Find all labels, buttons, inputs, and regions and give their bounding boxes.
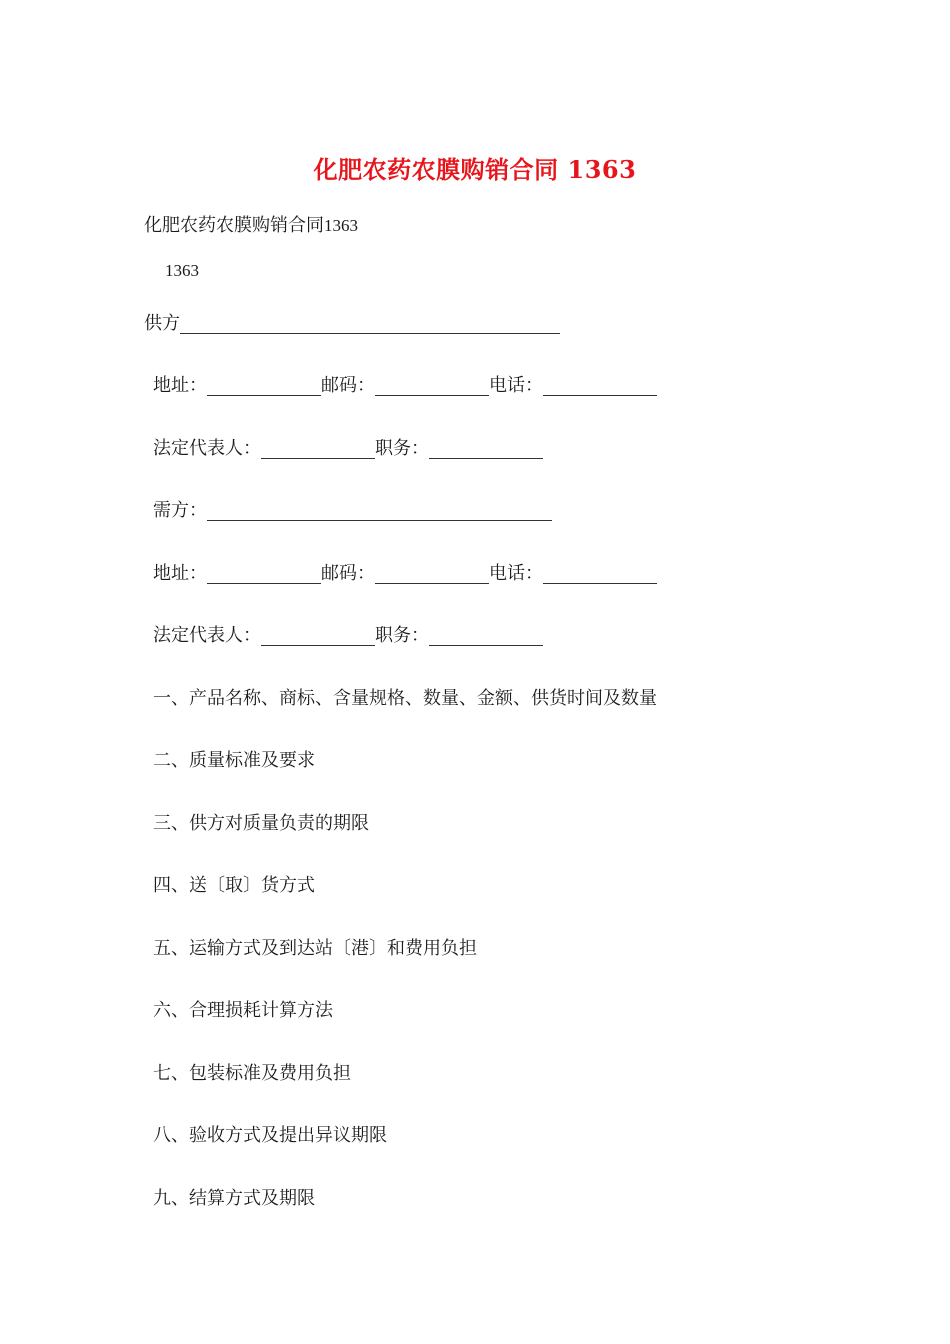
clause-5: 五、运输方式及到达站〔港〕和费用负担 [153,938,477,959]
buyer-name-field[interactable] [207,504,552,521]
supplier-rep-row [153,434,543,460]
supplier-position-field[interactable] [429,442,543,459]
buyer-contact-row [153,559,657,585]
supplier-address-label: 地址： [153,375,207,396]
supplier-phone-field[interactable] [543,379,657,396]
buyer-rep-field[interactable] [261,629,375,646]
clause-1: 一、产品名称、商标、含量规格、数量、金额、供货时间及数量 [153,688,657,709]
clause-8: 八、验收方式及提出异议期限 [153,1125,387,1146]
supplier-label: 供方 [144,313,180,334]
buyer-label: 需方： [153,500,207,521]
clause-4: 四、送〔取〕货方式 [153,875,315,896]
supplier-contact-row [153,371,657,397]
buyer-phone-field[interactable] [543,567,657,584]
buyer-row [153,496,552,522]
buyer-postcode-label: 邮码： [321,563,375,584]
clause-3: 三、供方对质量负责的期限 [153,813,369,834]
clause-2: 二、质量标准及要求 [153,750,315,771]
supplier-rep-field[interactable] [261,442,375,459]
buyer-phone-label: 电话： [489,563,543,584]
buyer-address-field[interactable] [207,567,321,584]
buyer-position-field[interactable] [429,629,543,646]
supplier-rep-label: 法定代表人： [153,438,261,459]
supplier-name-field[interactable] [180,317,560,334]
subtitle-number: 1363 [324,216,358,235]
supplier-phone-label: 电话： [489,375,543,396]
contract-code: 1363 [165,261,199,280]
clause-9: 九、结算方式及期限 [153,1188,315,1209]
clause-6: 六、合理损耗计算方法 [153,1000,333,1021]
supplier-position-label: 职务： [375,438,429,459]
supplier-row [144,309,560,335]
clause-7: 七、包装标准及费用负担 [153,1063,351,1084]
buyer-postcode-field[interactable] [375,567,489,584]
buyer-address-label: 地址： [153,563,207,584]
document-title: 化肥农药农膜购销合同 1363 [313,155,637,184]
supplier-postcode-label: 邮码： [321,375,375,396]
supplier-address-field[interactable] [207,379,321,396]
supplier-postcode-field[interactable] [375,379,489,396]
subtitle-text: 化肥农药农膜购销合同 [144,215,324,236]
buyer-rep-label: 法定代表人： [153,625,261,646]
buyer-position-label: 职务： [375,625,429,646]
document-subtitle [144,211,358,237]
buyer-rep-row [153,621,543,647]
